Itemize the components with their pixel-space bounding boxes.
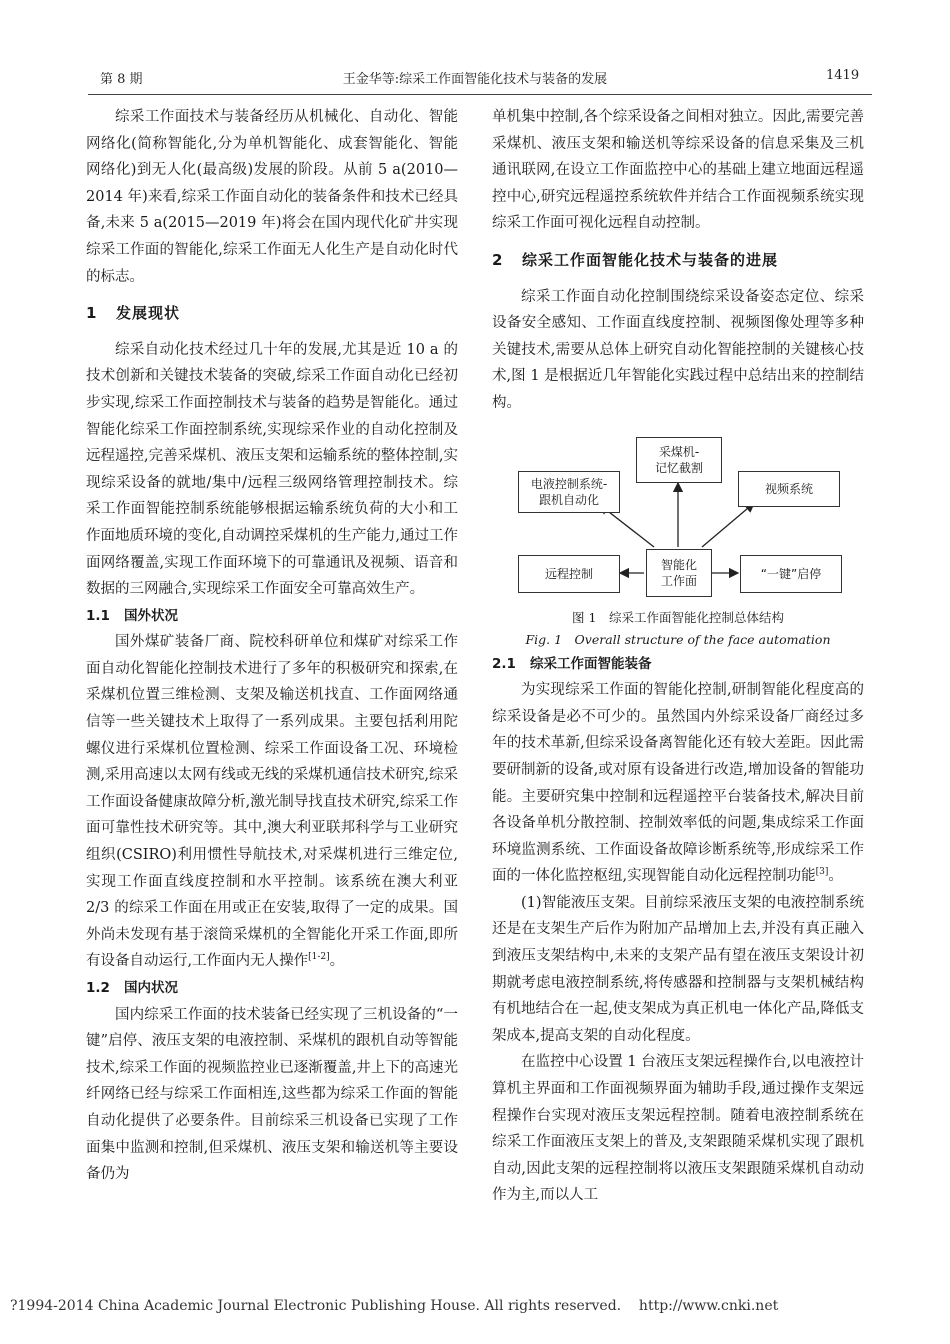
equipment-paragraph: 为实现综采工作面的智能化控制,研制智能化程度高的综采设备是必不可少的。虽然国内外综采设备厂商经过多年的技术革新,但综采设备离智能化还有较大差距。因此需要研制新的设备,或对原有设备进行改造,增加设备的智能功能。主要研究集中控制和远程遥控平台装备技术,解决目前各设备单机分散控制、控制效率低的问题,集成综采工作面环境监测系统、工作面设备故障诊断系统等,形成综采工作面的一体化监控枢纽,实现智能自动化远程控制功能[3]。 [492,682,864,885]
section-2-paragraph: 综采工作面自动化控制围绕综采设备姿态定位、综采设备安全感知、工作面直线度控制、视频图像处理等多种关键技术,需要从总体上研究自动化智能控制的关键核心技术,图 1 是根据近几年智能化实践过程中总结出来的控制结构。 [492,288,864,411]
diagram-node-video-system: 视频系统 [738,471,840,507]
section-1-heading [86,300,458,327]
section-number: 1 [86,304,98,323]
issue-number: 第 8 期 [100,72,143,87]
subsection-title: 综采工作面智能装备 [530,655,652,672]
section-title: 综采工作面智能化技术与装备的进展 [522,250,779,269]
page-number: 1419 [826,68,860,83]
intro-paragraph: 综采工作面技术与装备经历从机械化、自动化、智能网络化(简称智能化,分为单机智能化、成套智能化、智能网络化)到无人化(最高级)发展的阶段。从前 5 a(2010—2014 年)来看,综采工作面自动化的装备条件和技术已经具备,未来 5 a(2015—2019 年)将会在国内现代化矿井实现综采工作面的智能化,综采工作面无人化生产是自动化时代的标志。 [86,109,458,285]
figure-1-diagram [492,431,864,601]
section-2-heading [492,247,864,274]
remote-console-paragraph: 在监控中心设置 1 台液压支架远程操作台,以电液控计算机主界面和工作面视频界面为辅助手段,通过操作支架远程操作台实现对液压支架远程控制。随着电液控制系统在综采工作面液压支架上的普及,支架跟随采煤机实现了跟机自动,因此支架的远程控制将以液压支架跟随采煤机自动动作为主,而以人工 [492,1054,864,1204]
hydraulic-support-paragraph: (1)智能液压支架。目前综采液压支架的电液控制系统还是在支架生产后作为附加产品增加上去,并没有真正融入到液压支架结构中,未来的支架产品有望在液压支架设计初期就考虑电液控制系统,将传感器和控制器与支架机械结构有机地结合在一起,使支架成为真正机电一体化产品,降低支架成本,提高支架的自动化程度。 [492,894,864,1044]
section-1-paragraph: 综采自动化技术经过几十年的发展,尤其是近 10 a 的技术创新和关键技术装备的突破,综采工作面自动化已经初步实现,综采工作面控制技术与装备的趋势是智能化。通过智能化综采工作面控制系统,实现综采作业的自动化控制及远程遥控,完善采煤机、液压支架和运输系统的整体控制,实现综采设备的就地/集中/远程三级网络管理控制技术。综采工作面智能控制系统能够根据运输系统负荷的大小和工作面地质环境的变化,自动调控采煤机的生产能力,通过工作面网络覆盖,实现工作面环境下的可靠通讯及视频、语音和数据的三网融合,实现综采工作面安全可靠高效生产。 [86,341,458,598]
subsection-1-2-heading [86,975,458,1002]
left-column [86,104,458,1188]
subsection-number: 1.2 [86,980,110,996]
citation-ref[interactable]: [3] [815,867,829,878]
figure-caption-cn: 图 1 综采工作面智能化控制总体结构 [572,609,784,625]
citation-ref[interactable]: [1-2] [308,952,330,963]
paragraph-text: 国外煤矿装备厂商、院校科研单位和煤矿对综采工作面自动化智能化控制技术进行了多年的积极研究和探索,在采煤机位置三维检测、支架及输送机找直、工作面网络通信等一些关键技术上取得了一系列成果。主要包括利用陀螺仪进行采煤机位置检测、综采工作面设备工况、环境检测,采用高速以太网有线或无线的采煤机通信技术研究,综采工作面设备健康故障分析,激光制导找直技术研究,综采工作面可靠性技术研究等。其中,澳大利亚联邦科学与工业研究组织(CSIRO)利用惯性导航技术,对采煤机进行三维定位,实现工作面直线度控制和水平控制。该系统在澳大利亚 2/3 的综采工作面在用或正在安装,取得了一定的成果。国外尚未发现有基于滚筒采煤机的全智能化开采工作面,即所有设备自动运行,工作面内无人操作 [86,634,458,970]
diagram-node-one-key-start: “一键”启停 [740,555,842,593]
foreign-status-paragraph: 国外煤矿装备厂商、院校科研单位和煤矿对综采工作面自动化智能化控制技术进行了多年的积极研究和探索,在采煤机位置三维检测、支架及输送机找直、工作面网络通信等一些关键技术上取得了一系列成果。主要包括利用陀螺仪进行采煤机位置检测、综采工作面设备工况、环境检测,采用高速以太网有线或无线的采煤机通信技术研究,综采工作面设备健康故障分析,激光制导找直技术研究,综采工作面可靠性技术研究等。其中,澳大利亚联邦科学与工业研究组织(CSIRO)利用惯性导航技术,对采煤机进行三维定位,实现工作面直线度控制和水平控制。该系统在澳大利亚 2/3 的综采工作面在用或正在安装,取得了一定的成果。国外尚未发现有基于滚筒采煤机的全智能化开采工作面,即所有设备自动运行,工作面内无人操作[1-2]。 [86,634,458,970]
running-title: 王金华等:综采工作面智能化技术与装备的发展 [342,72,608,87]
right-column [492,104,864,1209]
diagram-node-electro-hydraulic: 电液控制系统- 跟机自动化 [518,471,620,513]
continued-paragraph: 单机集中控制,各个综采设备之间相对独立。因此,需要完善采煤机、液压支架和输送机等综采设备的信息采集及三机通讯联网,在设立工作面监控中心的基础上建立地面远程遥控中心,研究远程遥控系统软件并结合工作面视频系统实现综采工作面可视化远程自动控制。 [492,109,864,232]
header-rule [88,94,872,95]
section-number: 2 [492,250,504,269]
subsection-1-1-heading [86,603,458,630]
subsection-title: 国内状况 [124,980,178,996]
diagram-node-intelligent-face: 智能化 工作面 [646,549,712,597]
copyright-notice: ?1994-2014 China Academic Journal Electronic Publishing House. All rights reserved. http://www.cnki.net [10,1298,779,1314]
subsection-title: 国外状况 [124,607,178,624]
section-title: 发展现状 [116,304,181,323]
subsection-number: 2.1 [492,655,516,672]
arrow-to-upper-right [702,503,754,547]
domestic-status-paragraph: 国内综采工作面的技术装备已经实现了三机设备的“一键”启停、液压支架的电液控制、采煤机的跟机自动等智能技术,综采工作面的视频监控业已逐渐覆盖,井上下的高速光纤网络已经与综采工作面相连,这些都为综采工作面的智能自动化提供了必要条件。目前综采三机设备已实现了工作面集中监测和控制,但采煤机、液压支架和输送机等主要设备仍为 [86,1006,458,1183]
footer-link[interactable]: http://www.cnki.net [638,1298,779,1314]
subsection-number: 1.1 [86,607,110,624]
figure-caption-en: Fig. 1 Overall structure of the face automation [525,631,831,647]
diagram-node-shearer: 采煤机- 记忆截割 [636,437,722,483]
diagram-node-remote-control: 远程控制 [518,555,620,593]
subsection-2-1-heading [492,651,864,678]
